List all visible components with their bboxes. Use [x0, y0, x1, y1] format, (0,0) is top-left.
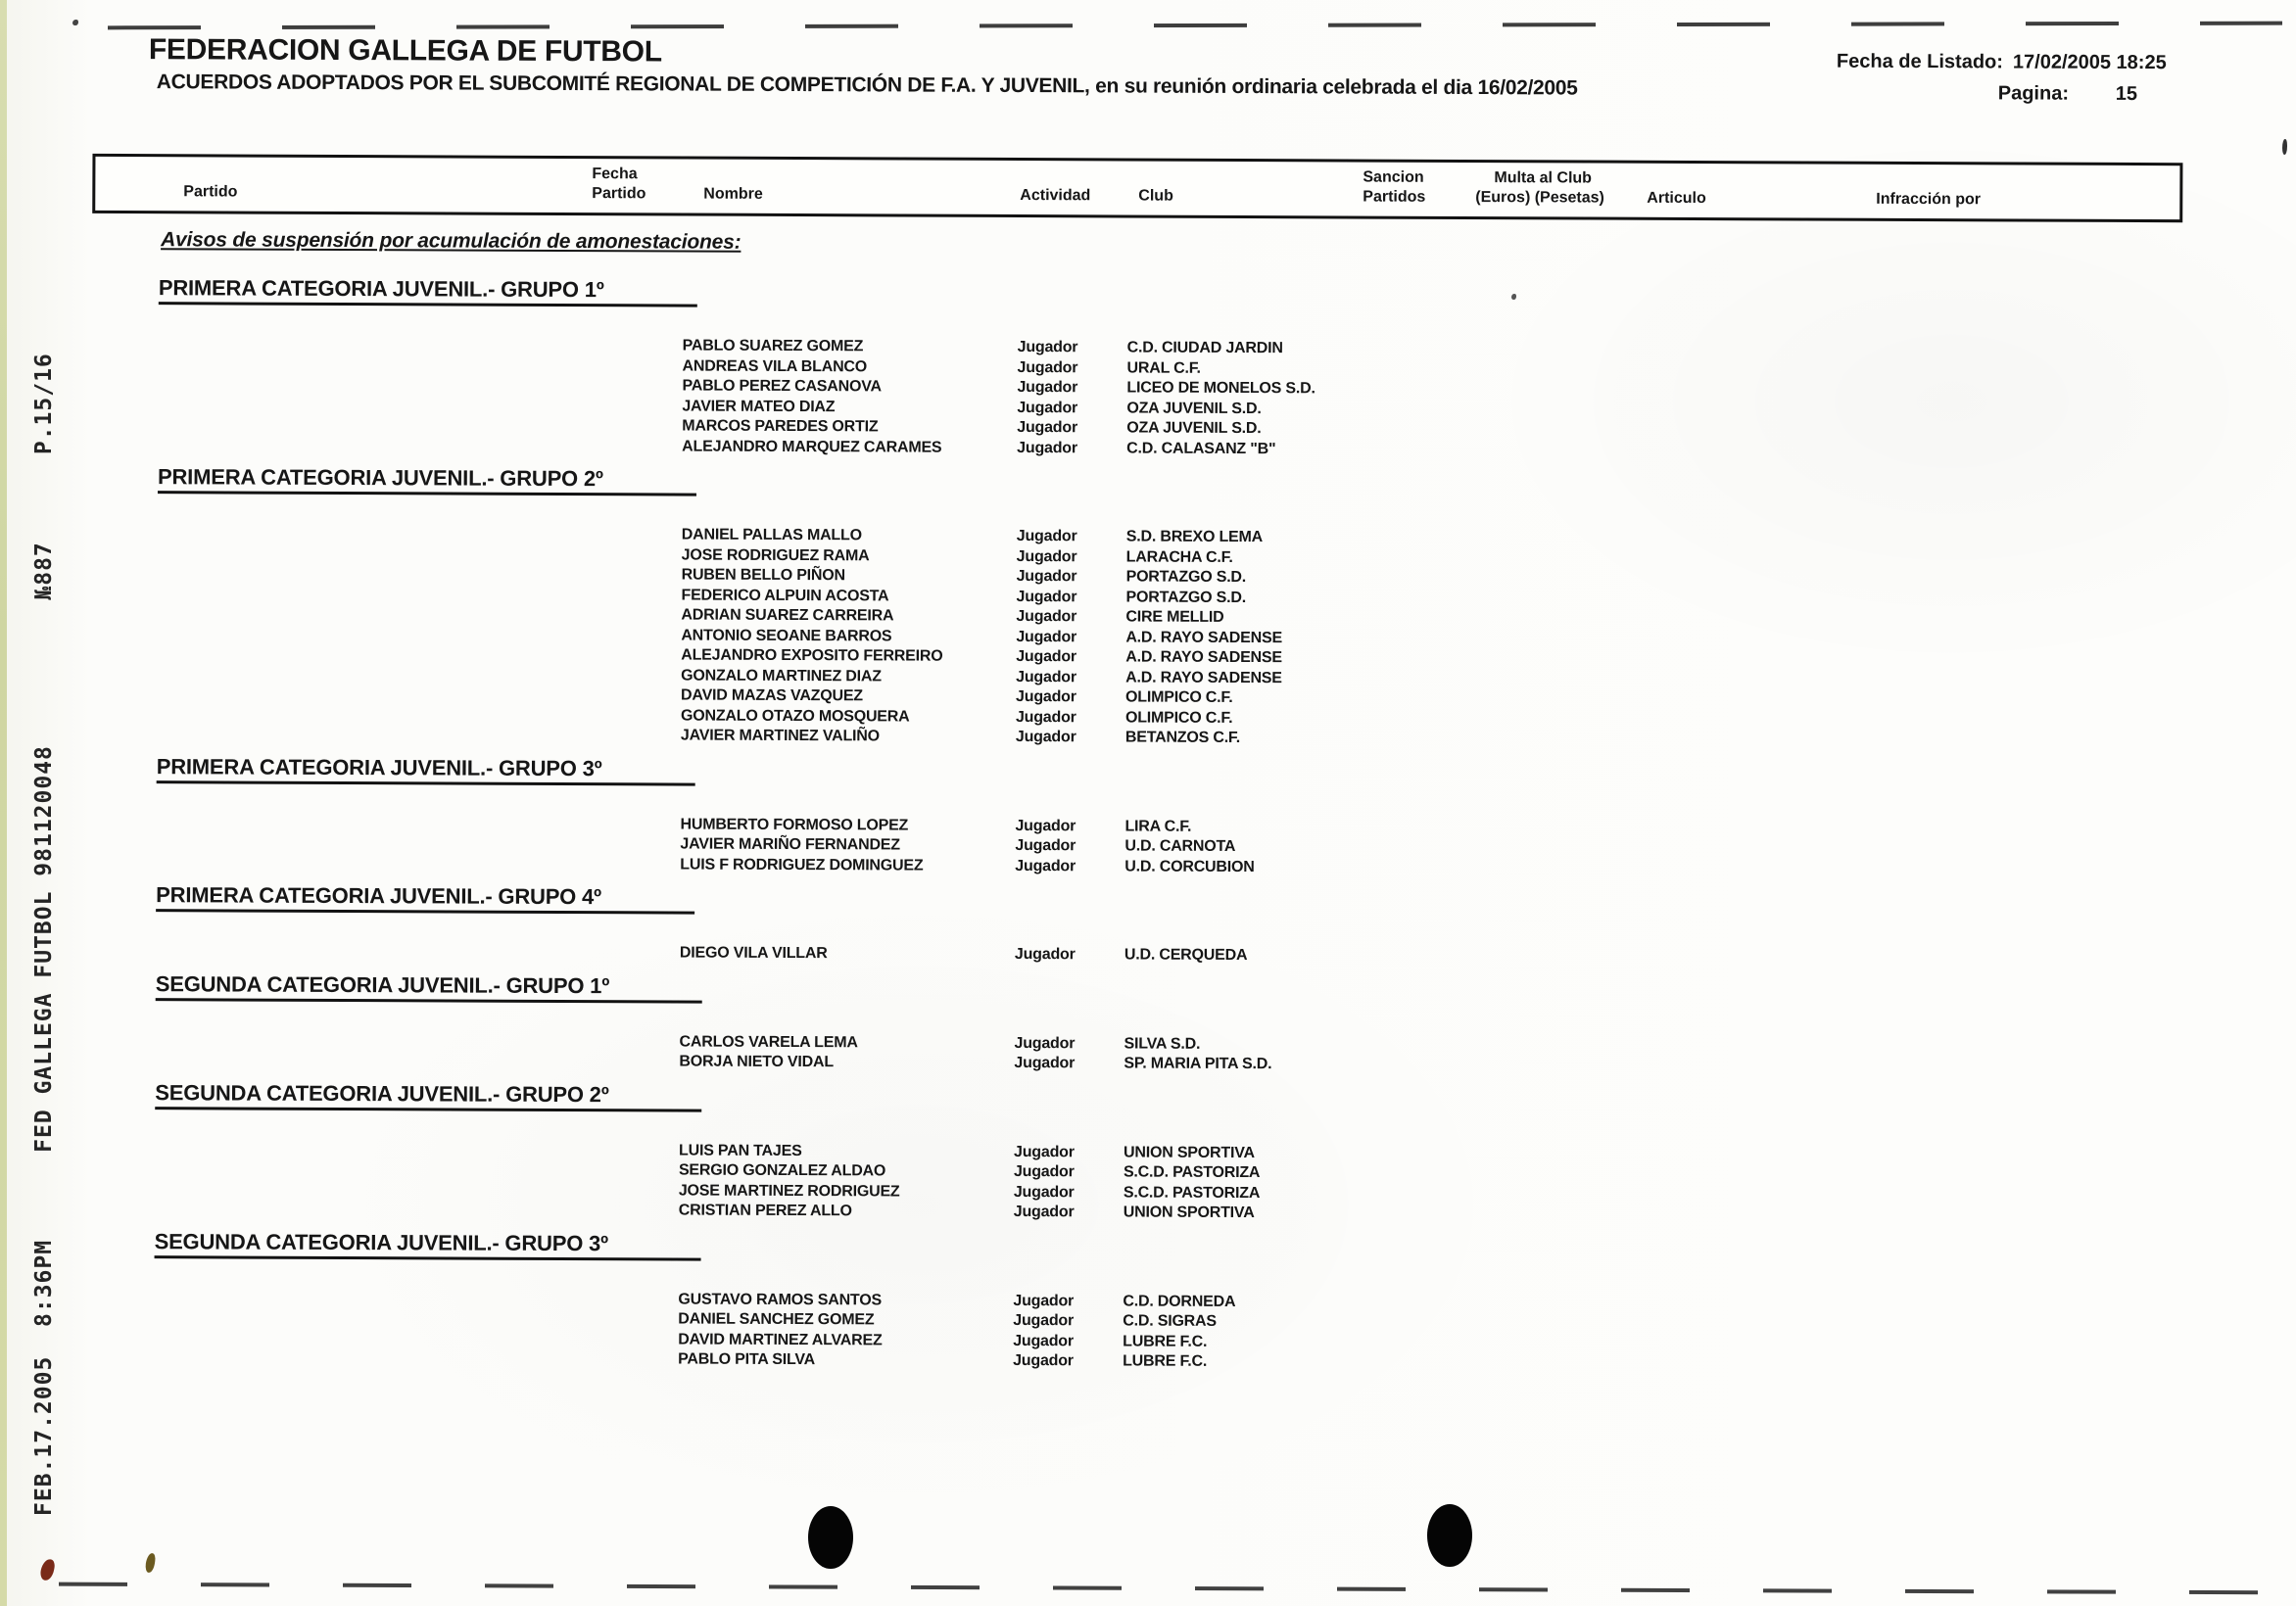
column-header-actividad: Actividad [1020, 187, 1091, 205]
column-header-articulo: Articulo [1647, 189, 1706, 208]
player-name: SERGIO GONZALEZ ALDAO [678, 1161, 886, 1180]
player-club: UNION SPORTIVA [1124, 1143, 1255, 1161]
player-activity: Jugador [1016, 628, 1077, 645]
player-activity: Jugador [1013, 1352, 1074, 1370]
category-group [92, 1228, 2228, 1377]
table-row [94, 941, 2229, 970]
player-club: LICEO DE MONELOS S.D. [1126, 379, 1315, 398]
player-club: S.D. BREXO LEMA [1125, 528, 1264, 546]
group-heading: PRIMERA CATEGORIA JUVENIL.- GRUPO 1º [159, 275, 697, 307]
player-name: JAVIER MATEO DIAZ [682, 398, 836, 415]
table-header [92, 154, 2182, 222]
column-header-sancion-line1: Sancion [1363, 168, 1424, 186]
group-heading: PRIMERA CATEGORIA JUVENIL.- GRUPO 2º [158, 464, 696, 496]
player-club: BETANZOS C.F. [1124, 729, 1241, 747]
player-club: A.D. RAYO SADENSE [1125, 648, 1282, 667]
player-activity: Jugador [1016, 688, 1076, 706]
group-rows [96, 334, 2232, 464]
player-activity: Jugador [1016, 608, 1077, 626]
player-club: C.D. CALASANZ "B" [1126, 439, 1276, 457]
player-name: JAVIER MARIÑO FERNANDEZ [680, 835, 900, 854]
page-subtitle: ACUERDOS ADOPTADOS POR EL SUBCOMITÉ REGIONAL DE COMPETICIÓN DE F.A. Y JUVENIL, en su reunión ordinaria celebrada el dia 16/02/2005 [156, 71, 1578, 100]
player-activity: Jugador [1013, 1292, 1075, 1309]
player-name: RUBEN BELLO PIÑON [681, 566, 845, 585]
column-header-infraccion: Infracción por [1876, 190, 1982, 209]
player-name: GONZALO MARTINEZ DIAZ [681, 667, 882, 685]
player-activity: Jugador [1016, 588, 1077, 605]
player-name: GUSTAVO RAMOS SANTOS [678, 1291, 883, 1308]
player-activity: Jugador [1014, 1143, 1075, 1160]
category-group [96, 275, 2232, 464]
player-name: ANTONIO SEOANE BARROS [681, 627, 892, 644]
player-club: LARACHA C.F. [1125, 547, 1233, 566]
player-club: PORTAZGO S.D. [1125, 588, 1247, 606]
punch-hole-right [1427, 1504, 1472, 1567]
groups-container [92, 275, 2232, 1377]
player-club: U.D. CORCUBION [1124, 857, 1255, 875]
player-activity: Jugador [1017, 379, 1078, 397]
player-activity: Jugador [1016, 547, 1077, 565]
player-club: SP. MARIA PITA S.D. [1124, 1055, 1272, 1073]
column-header-fecha-partido [592, 165, 646, 204]
player-club: A.D. RAYO SADENSE [1125, 668, 1282, 686]
player-club: A.D. RAYO SADENSE [1125, 628, 1282, 646]
player-club: C.D. DORNEDA [1123, 1292, 1236, 1310]
player-name: PABLO SUAREZ GOMEZ [682, 337, 864, 355]
group-rows [92, 1287, 2227, 1377]
column-header-sancion-line2: Partidos [1363, 188, 1426, 206]
player-name: CARLOS VARELA LEMA [679, 1033, 858, 1051]
player-activity: Jugador [1013, 1312, 1075, 1330]
player-name: DANIEL PALLAS MALLO [681, 526, 862, 544]
group-heading: PRIMERA CATEGORIA JUVENIL.- GRUPO 3º [157, 754, 695, 785]
player-name: DANIEL SANCHEZ GOMEZ [678, 1310, 875, 1329]
player-name: ADRIAN SUAREZ CARREIRA [681, 606, 894, 625]
fax-header-line: FEB.17.2005 8:36PM FED GALLEGA FUTBOL 981120048 №887 P.15/16 [31, 353, 57, 1516]
page-title: FEDERACION GALLEGA DE FUTBOL [148, 33, 662, 69]
group-heading: SEGUNDA CATEGORIA JUVENIL.- GRUPO 2º [155, 1080, 701, 1111]
player-name: LUIS F RODRIGUEZ DOMINGUEZ [680, 856, 924, 874]
category-group [95, 464, 2231, 753]
player-name: JAVIER MARTINEZ VALIÑO [680, 727, 880, 745]
player-name: ALEJANDRO MARQUEZ CARAMES [682, 438, 942, 456]
player-club: OZA JUVENIL S.D. [1126, 399, 1262, 417]
player-name: DAVID MARTINEZ ALVAREZ [678, 1331, 883, 1348]
player-name: JOSE RODRIGUEZ RAMA [681, 546, 870, 564]
player-activity: Jugador [1017, 339, 1078, 356]
pagina-label: Pagina: [1997, 82, 2070, 105]
group-rows [94, 812, 2229, 881]
column-header-multa: Multa al Club [1494, 169, 1592, 187]
player-club: LUBRE F.C. [1123, 1352, 1208, 1370]
column-header-partido: Partido [183, 183, 238, 201]
player-activity: Jugador [1013, 1183, 1075, 1201]
player-club: PORTAZGO S.D. [1125, 568, 1247, 587]
player-activity: Jugador [1015, 837, 1076, 855]
player-name: ANDREAS VILA BLANCO [682, 357, 868, 375]
group-rows [93, 1138, 2228, 1228]
section-title: Avisos de suspensión por acumulación de amonestaciones: [161, 228, 741, 254]
column-header-multa-units: (Euros) (Pesetas) [1475, 189, 1604, 207]
category-group [94, 753, 2230, 881]
player-name: ALEJANDRO EXPOSITO FERREIRO [681, 646, 943, 665]
player-name: MARCOS PAREDES ORTIZ [682, 417, 879, 436]
player-club: C.D. CIUDAD JARDIN [1126, 339, 1283, 357]
player-activity: Jugador [1017, 419, 1078, 437]
suspensions-list [92, 228, 2232, 1387]
player-activity: Jugador [1017, 439, 1077, 456]
player-activity: Jugador [1015, 729, 1076, 746]
player-activity: Jugador [1016, 668, 1076, 685]
column-header-nombre: Nombre [703, 185, 763, 203]
player-name: DIEGO VILA VILLAR [679, 944, 828, 963]
player-club: U.D. CARNOTA [1124, 837, 1236, 855]
player-activity: Jugador [1015, 817, 1076, 834]
group-heading: SEGUNDA CATEGORIA JUVENIL.- GRUPO 3º [155, 1229, 701, 1260]
player-name: HUMBERTO FORMOSO LOPEZ [680, 816, 909, 834]
column-header-fecha-line2: Partido [592, 185, 646, 203]
player-name: LUIS PAN TAJES [679, 1142, 802, 1159]
group-rows [95, 523, 2231, 753]
player-name: GONZALO OTAZO MOSQUERA [680, 707, 910, 726]
player-club: C.D. SIGRAS [1123, 1312, 1217, 1330]
player-club: OLIMPICO C.F. [1124, 708, 1233, 727]
player-name: FEDERICO ALPUIN ACOSTA [681, 587, 889, 604]
punch-hole-left [808, 1506, 853, 1569]
group-rows [93, 1029, 2228, 1079]
category-group [94, 882, 2229, 970]
fecha-listado-label: Fecha de Listado: [1836, 50, 2003, 73]
player-club: LUBRE F.C. [1123, 1332, 1208, 1350]
category-group [93, 970, 2228, 1079]
player-activity: Jugador [1017, 358, 1078, 376]
player-club: UNION SPORTIVA [1123, 1204, 1255, 1222]
player-club: U.D. CERQUEDA [1124, 946, 1248, 965]
player-club: URAL C.F. [1126, 358, 1201, 377]
player-club: LIRA C.F. [1124, 817, 1192, 835]
player-activity: Jugador [1016, 568, 1077, 586]
player-name: DAVID MAZAS VAZQUEZ [681, 686, 863, 705]
player-activity: Jugador [1014, 946, 1076, 964]
player-name: PABLO PITA SILVA [678, 1350, 816, 1369]
column-header-club: Club [1138, 187, 1173, 205]
player-club: OLIMPICO C.F. [1125, 688, 1233, 706]
player-club: S.C.D. PASTORIZA [1123, 1183, 1261, 1202]
player-activity: Jugador [1013, 1163, 1075, 1181]
player-name: PABLO PEREZ CASANOVA [682, 377, 882, 396]
group-heading: PRIMERA CATEGORIA JUVENIL.- GRUPO 4º [156, 882, 694, 914]
player-name: CRISTIAN PEREZ ALLO [678, 1202, 852, 1220]
player-name: BORJA NIETO VIDAL [679, 1053, 835, 1071]
player-name: JOSE MARTINEZ RODRIGUEZ [678, 1182, 900, 1200]
fecha-listado-value: 17/02/2005 18:25 [2012, 51, 2167, 74]
pagina-value: 15 [2115, 82, 2138, 105]
player-activity: Jugador [1014, 1055, 1076, 1072]
player-club: S.C.D. PASTORIZA [1123, 1163, 1261, 1182]
player-activity: Jugador [1016, 528, 1077, 545]
player-activity: Jugador [1017, 399, 1078, 416]
player-club: SILVA S.D. [1124, 1034, 1201, 1053]
player-activity: Jugador [1013, 1204, 1075, 1221]
player-activity: Jugador [1015, 857, 1076, 874]
column-header-sancion [1363, 168, 1425, 208]
player-activity: Jugador [1014, 1034, 1076, 1052]
player-activity: Jugador [1016, 648, 1077, 666]
player-activity: Jugador [1015, 708, 1076, 726]
group-rows [94, 941, 2229, 970]
player-club: OZA JUVENIL S.D. [1126, 419, 1262, 438]
player-activity: Jugador [1013, 1332, 1074, 1349]
group-heading: SEGUNDA CATEGORIA JUVENIL.- GRUPO 1º [156, 971, 702, 1003]
player-club: CIRE MELLID [1125, 608, 1224, 626]
column-header-fecha-line1: Fecha [592, 165, 638, 183]
category-group [93, 1079, 2229, 1228]
